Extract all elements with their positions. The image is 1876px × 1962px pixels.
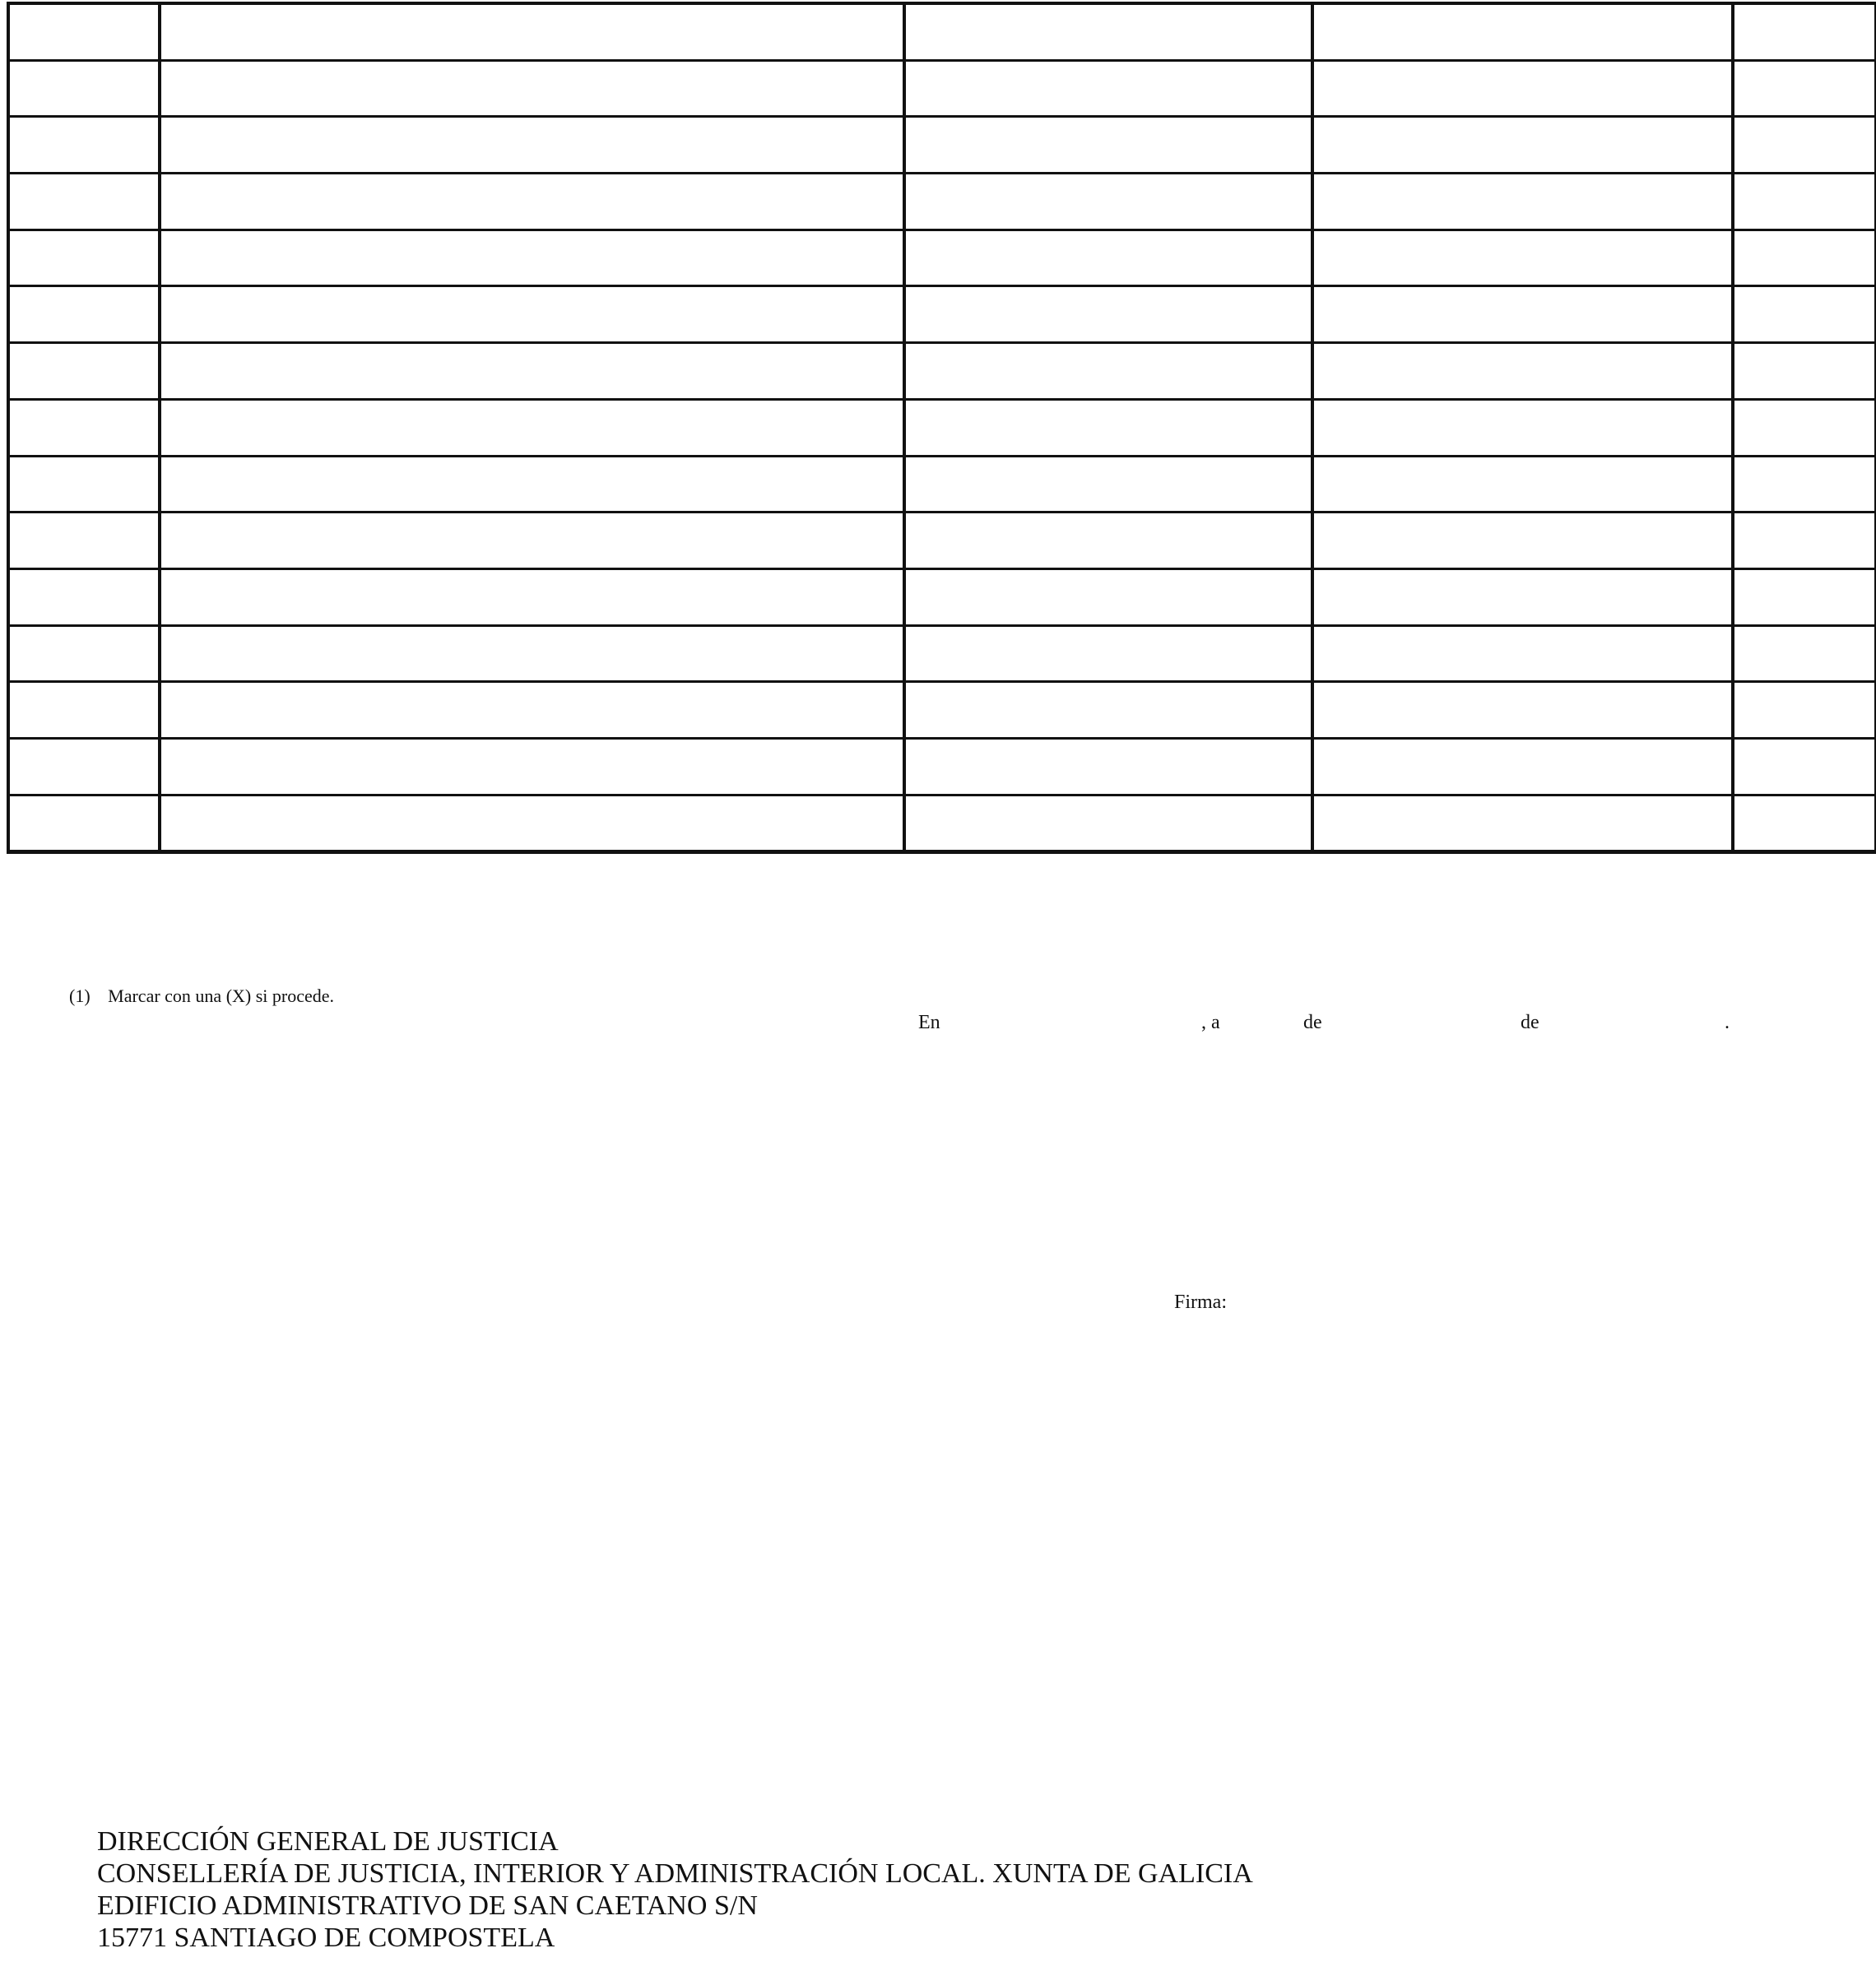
table-cell[interactable]: [1312, 568, 1733, 625]
table-cell[interactable]: [1312, 117, 1733, 174]
table-cell[interactable]: [1312, 286, 1733, 343]
table-row: [8, 286, 1876, 343]
table-cell[interactable]: [8, 230, 160, 286]
table-cell[interactable]: [1733, 456, 1876, 513]
table-cell[interactable]: [160, 625, 904, 682]
table-cell[interactable]: [160, 286, 904, 343]
table-cell[interactable]: [8, 682, 160, 739]
footnote-text: Marcar con una (X) si procede.: [108, 986, 335, 1006]
table-row: [8, 625, 1876, 682]
table-cell[interactable]: [904, 795, 1312, 852]
footnote-number: (1): [69, 986, 91, 1006]
address-line-2: CONSELLERÍA DE JUSTICIA, INTERIOR Y ADMINISTRACIÓN LOCAL. XUNTA DE GALICIA: [97, 1858, 1253, 1889]
form-table: [7, 2, 1876, 854]
table-cell[interactable]: [160, 795, 904, 852]
table-row: [8, 3, 1876, 60]
table-cell[interactable]: [1733, 399, 1876, 456]
table-cell[interactable]: [904, 682, 1312, 739]
table-cell[interactable]: [904, 117, 1312, 174]
table-cell[interactable]: [160, 513, 904, 569]
address-line-1: DIRECCIÓN GENERAL DE JUSTICIA: [97, 1826, 559, 1857]
table-row: [8, 513, 1876, 569]
table-cell[interactable]: [1312, 3, 1733, 60]
signature-label: Firma:: [1174, 1292, 1227, 1313]
table-cell[interactable]: [1733, 60, 1876, 117]
table-cell[interactable]: [160, 456, 904, 513]
table-cell[interactable]: [904, 230, 1312, 286]
form-table-body: [8, 3, 1876, 852]
table-cell[interactable]: [1733, 738, 1876, 795]
table-cell[interactable]: [8, 399, 160, 456]
table-row: [8, 117, 1876, 174]
table-cell[interactable]: [1733, 513, 1876, 569]
table-row: [8, 456, 1876, 513]
table-cell[interactable]: [8, 174, 160, 230]
table-cell[interactable]: [8, 568, 160, 625]
table-cell[interactable]: [8, 795, 160, 852]
address-line-4: 15771 SANTIAGO DE COMPOSTELA: [97, 1923, 555, 1953]
table-cell[interactable]: [1312, 738, 1733, 795]
table-cell[interactable]: [8, 456, 160, 513]
table-cell[interactable]: [1733, 3, 1876, 60]
table-cell[interactable]: [8, 60, 160, 117]
date-month-label: de: [1303, 1012, 1322, 1033]
table-cell[interactable]: [904, 738, 1312, 795]
table-cell[interactable]: [904, 174, 1312, 230]
table-cell[interactable]: [1312, 174, 1733, 230]
table-cell[interactable]: [1312, 795, 1733, 852]
table-row: [8, 738, 1876, 795]
table-cell[interactable]: [8, 286, 160, 343]
table-cell[interactable]: [1312, 60, 1733, 117]
table-cell[interactable]: [160, 117, 904, 174]
table-cell[interactable]: [8, 3, 160, 60]
address-block: [97, 1825, 1253, 1954]
table-row: [8, 60, 1876, 117]
table-row: [8, 343, 1876, 400]
table-row: [8, 795, 1876, 852]
table-cell[interactable]: [904, 399, 1312, 456]
table-cell[interactable]: [904, 286, 1312, 343]
table-cell[interactable]: [904, 513, 1312, 569]
table-cell[interactable]: [904, 60, 1312, 117]
date-period: .: [1725, 1012, 1730, 1033]
date-year-label: de: [1521, 1012, 1539, 1033]
table-cell[interactable]: [160, 343, 904, 400]
table-cell[interactable]: [1312, 625, 1733, 682]
table-cell[interactable]: [904, 568, 1312, 625]
table-cell[interactable]: [8, 513, 160, 569]
table-cell[interactable]: [160, 3, 904, 60]
table-cell[interactable]: [8, 343, 160, 400]
table-row: [8, 230, 1876, 286]
table-cell[interactable]: [160, 738, 904, 795]
table-cell[interactable]: [1733, 682, 1876, 739]
table-cell[interactable]: [1733, 286, 1876, 343]
table-cell[interactable]: [904, 3, 1312, 60]
table-row: [8, 174, 1876, 230]
table-cell[interactable]: [8, 117, 160, 174]
table-cell[interactable]: [160, 174, 904, 230]
table-cell[interactable]: [1733, 343, 1876, 400]
date-day-label: , a: [1201, 1012, 1220, 1033]
table-cell[interactable]: [160, 568, 904, 625]
table-cell[interactable]: [904, 456, 1312, 513]
table-cell[interactable]: [1733, 625, 1876, 682]
table-cell[interactable]: [1312, 513, 1733, 569]
table-cell[interactable]: [8, 625, 160, 682]
table-row: [8, 568, 1876, 625]
table-row: [8, 399, 1876, 456]
footnote: [69, 986, 334, 1007]
table-cell[interactable]: [1312, 230, 1733, 286]
address-line-3: EDIFICIO ADMINISTRATIVO DE SAN CAETANO S/N: [97, 1890, 758, 1921]
table-cell[interactable]: [904, 625, 1312, 682]
date-place-label: En: [918, 1012, 940, 1033]
table-cell[interactable]: [1733, 174, 1876, 230]
table-cell[interactable]: [1733, 117, 1876, 174]
table-cell[interactable]: [160, 230, 904, 286]
table-cell[interactable]: [1312, 456, 1733, 513]
table-cell[interactable]: [1312, 399, 1733, 456]
table-cell[interactable]: [1312, 682, 1733, 739]
table-cell[interactable]: [904, 343, 1312, 400]
table-cell[interactable]: [1312, 343, 1733, 400]
date-line: [0, 1012, 1876, 1041]
table-row: [8, 682, 1876, 739]
table-cell[interactable]: [8, 738, 160, 795]
table-cell[interactable]: [160, 399, 904, 456]
table-cell[interactable]: [1733, 230, 1876, 286]
table-cell[interactable]: [1733, 795, 1876, 852]
table-cell[interactable]: [1733, 568, 1876, 625]
table-cell[interactable]: [160, 60, 904, 117]
table-cell[interactable]: [160, 682, 904, 739]
